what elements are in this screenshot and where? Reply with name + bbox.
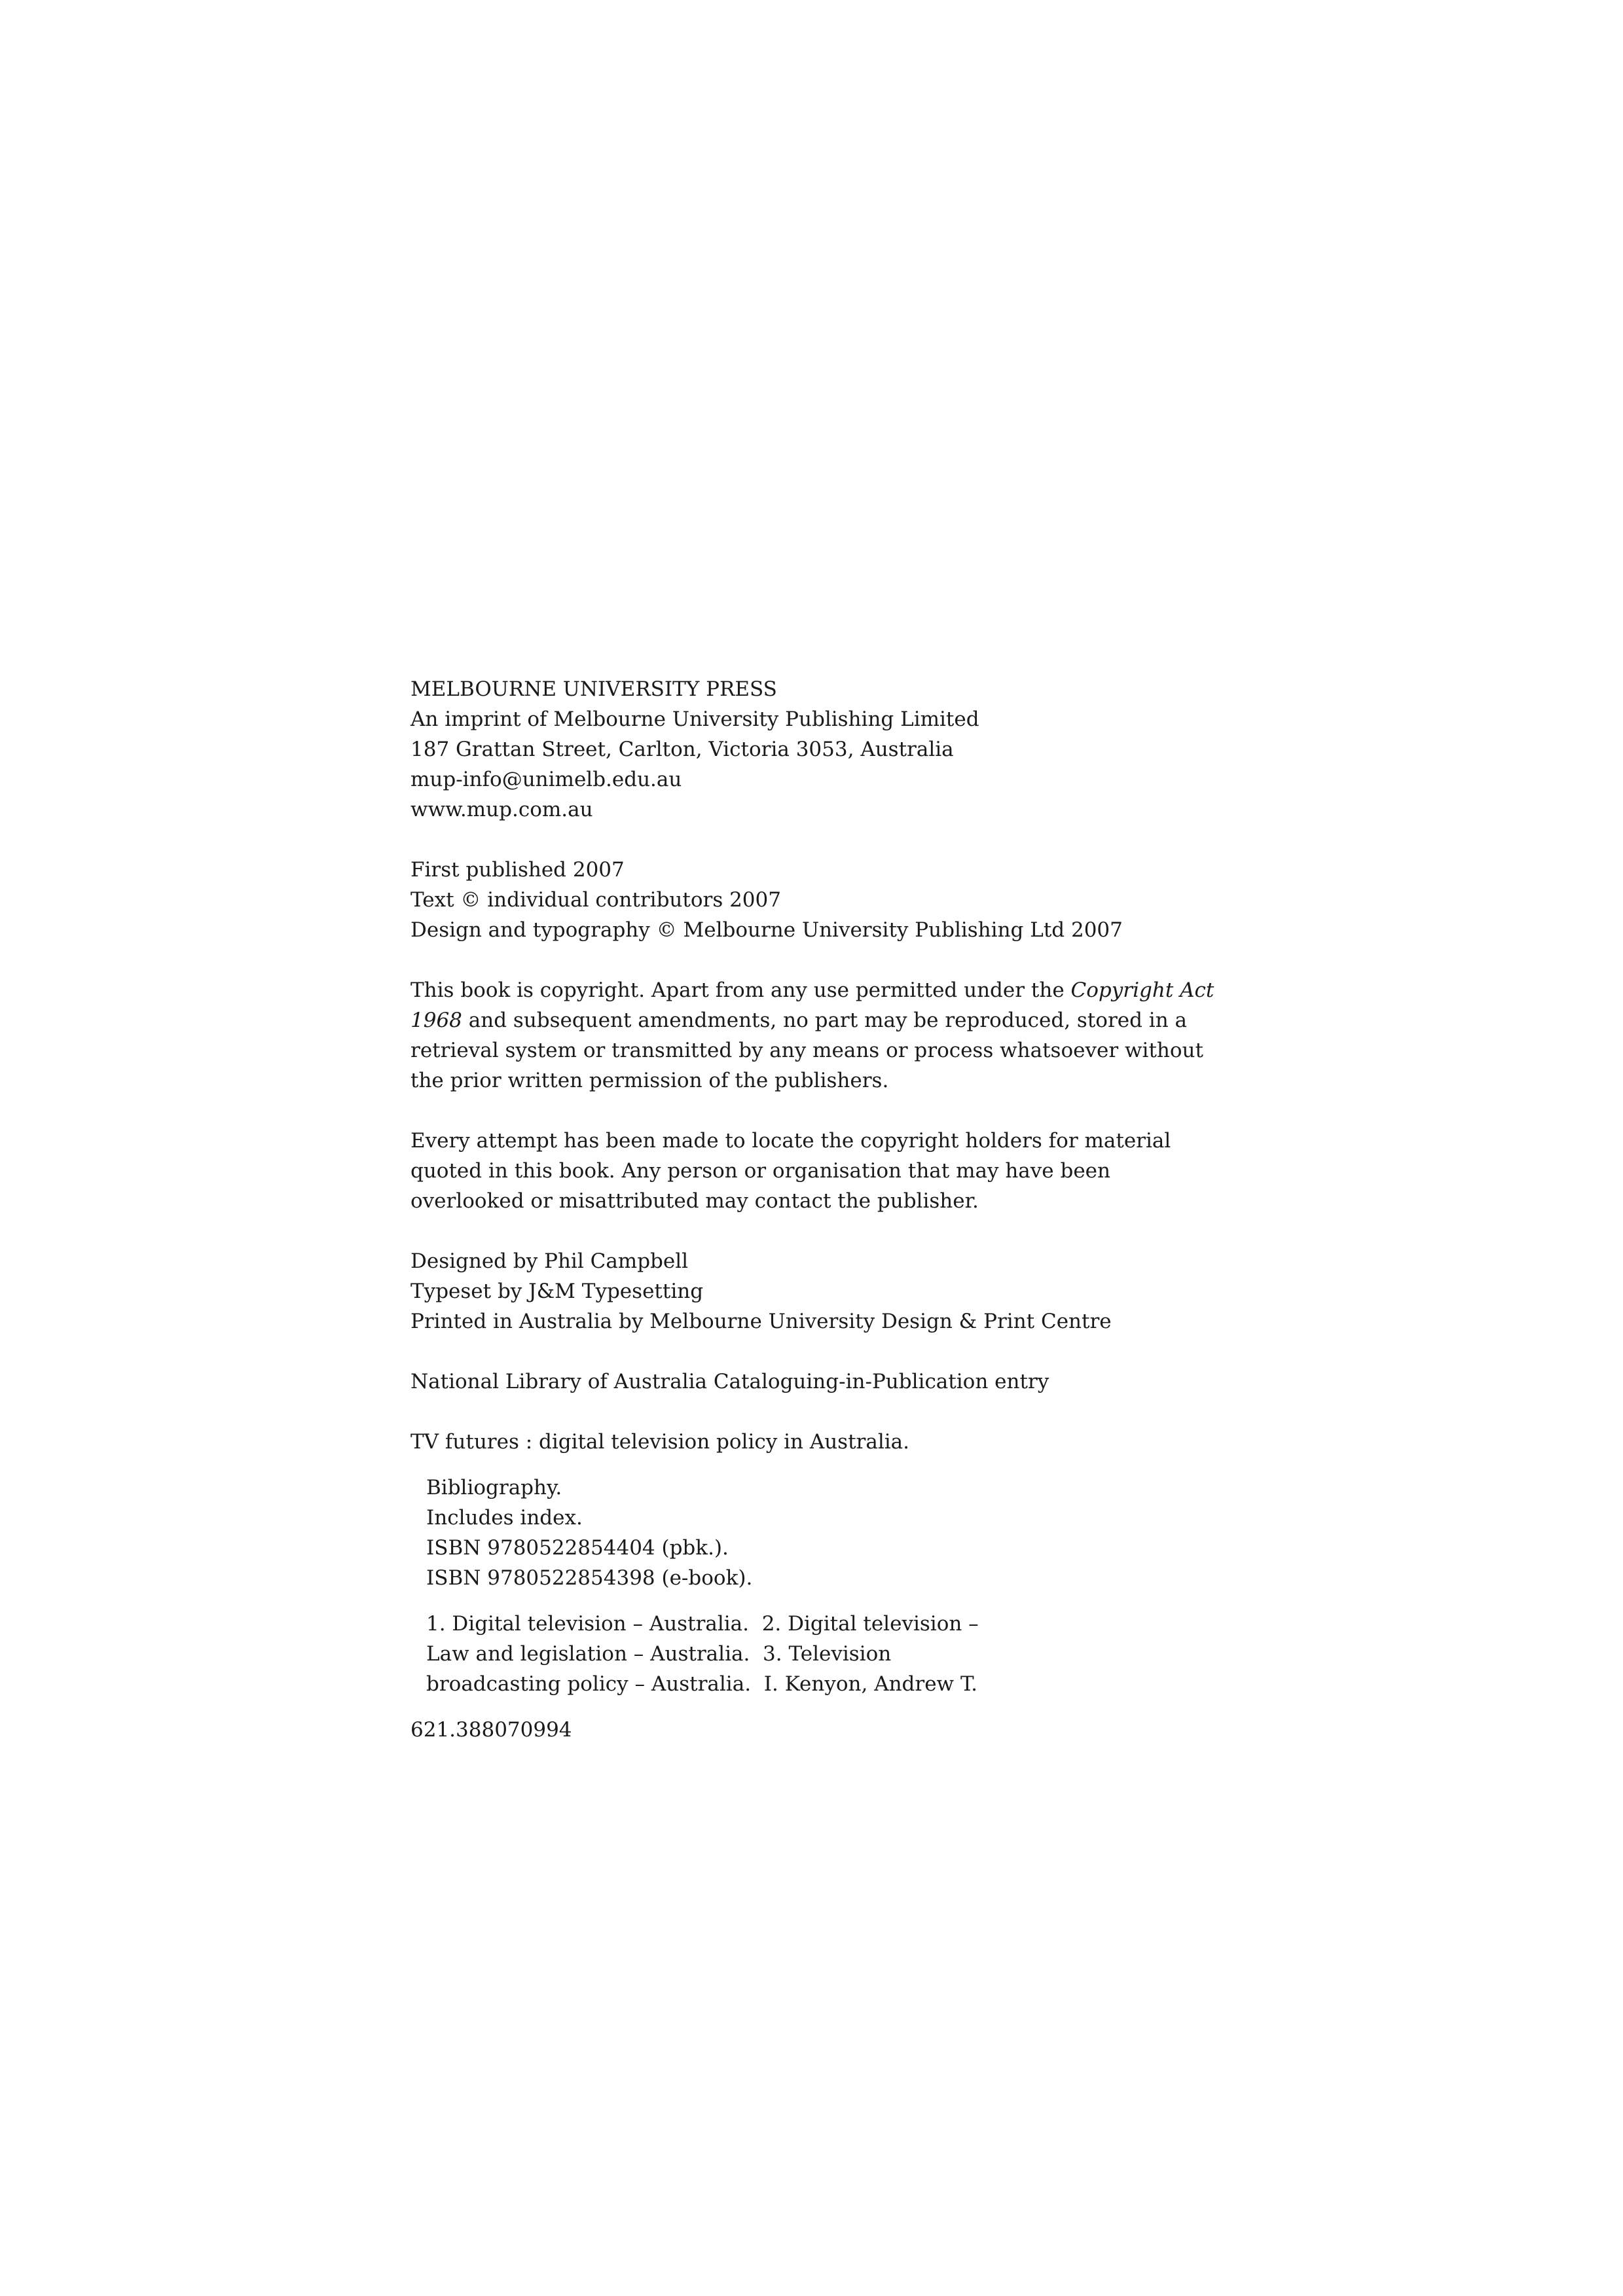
text-copyright: Text © individual contributors 2007 — [410, 888, 781, 912]
isbn-paperback: ISBN 9780522854404 (pbk.). — [426, 1536, 729, 1560]
publisher-imprint: An imprint of Melbourne University Publishing Limited — [410, 708, 979, 731]
publication-block — [410, 855, 1262, 945]
copyright-notice-line-4: the prior written permission of the publishers. — [410, 1069, 889, 1092]
isbn-ebook: ISBN 9780522854398 (e-book). — [426, 1566, 753, 1590]
attribution-line-1: Every attempt has been made to locate the copyright holders for material — [410, 1129, 1171, 1153]
copyright-notice-line-3: retrieval system or transmitted by any means or process whatsoever without — [410, 1039, 1203, 1062]
attribution-line-3: overlooked or misattributed may contact the publisher. — [410, 1189, 979, 1213]
credits-block — [410, 1246, 1262, 1336]
publisher-address: 187 Grattan Street, Carlton, Victoria 3053, Australia — [410, 738, 954, 761]
note-index: Includes index. — [426, 1506, 583, 1530]
publisher-email: mup-info@unimelb.edu.au — [410, 768, 682, 791]
note-bibliography: Bibliography. — [426, 1476, 562, 1499]
classification-block — [410, 1715, 1262, 1745]
cataloguing-subjects — [410, 1609, 1262, 1699]
subject-line-3: broadcasting policy – Australia. I. Kenyon, Andrew T. — [426, 1672, 977, 1696]
attribution-notice — [410, 1126, 1262, 1216]
copyright-notice-line-2: 1968 and subsequent amendments, no part may be reproduced, stored in a — [410, 1009, 1188, 1032]
imprint-page — [410, 674, 1262, 1745]
cataloguing-title: TV futures : digital television policy in Australia. — [410, 1430, 910, 1454]
cataloguing-heading: National Library of Australia Cataloguing-in-Publication entry — [410, 1370, 1049, 1393]
subject-line-2: Law and legislation – Australia. 3. Television — [426, 1642, 892, 1666]
cataloguing-notes — [410, 1473, 1262, 1593]
subject-line-1: 1. Digital television – Australia. 2. Digital television – — [426, 1612, 979, 1636]
typesetter-credit: Typeset by J&M Typesetting — [410, 1280, 704, 1303]
publisher-block — [410, 674, 1262, 825]
printer-credit: Printed in Australia by Melbourne University Design & Print Centre — [410, 1310, 1112, 1333]
designer-credit: Designed by Phil Campbell — [410, 1249, 689, 1273]
cataloguing-entry — [410, 1427, 1262, 1457]
publisher-name: MELBOURNE UNIVERSITY PRESS — [410, 677, 777, 701]
cataloguing-heading-block — [410, 1367, 1262, 1397]
first-published: First published 2007 — [410, 858, 625, 882]
dewey-classification: 621.388070994 — [410, 1718, 572, 1742]
copyright-notice — [410, 975, 1262, 1096]
attribution-line-2: quoted in this book. Any person or organisation that may have been — [410, 1159, 1110, 1183]
publisher-website: www.mup.com.au — [410, 798, 593, 821]
copyright-notice-line-1: This book is copyright. Apart from any use permitted under the Copyright Act — [410, 978, 1214, 1002]
design-copyright: Design and typography © Melbourne University Publishing Ltd 2007 — [410, 918, 1123, 942]
